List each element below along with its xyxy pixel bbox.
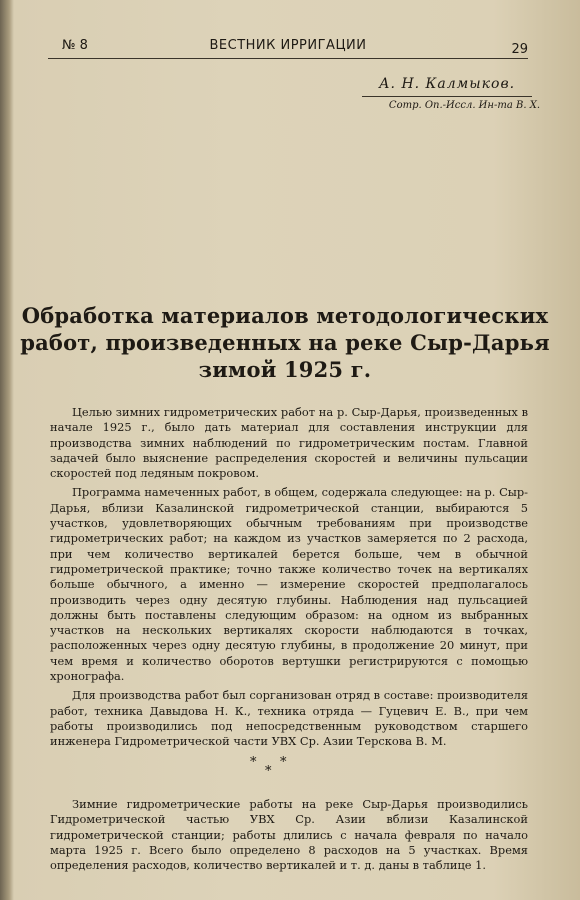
article-body-continued (50, 797, 528, 873)
page-binding-shadow (0, 0, 14, 900)
paragraph: Для производства работ был сорганизован отряд в составе: производителя работ, техника Давыдова Н. К., техника отряда — Гуцевич Е. В., при чем работы производились под непосредственным руководством старшего инженера Гидрометрической части УВХ Ср. Азии Терскова В. М. (50, 688, 528, 749)
author-name: А. Н. Калмыков. (362, 76, 532, 97)
article-title (20, 302, 550, 383)
article-body (50, 405, 528, 754)
title-line: зимой 1925 г. (198, 357, 372, 382)
paragraph: Целью зимних гидрометрических работ на р. Сыр-Дарья, произведенных в начале 1925 г., было дать материал для составления инструкции для производства зимних наблюдений по гидрометрическим постам. Главной задачей было выяснение распределения скоростей и величины пульсации скоростей под ледяным покровом. (50, 405, 528, 481)
separator-star: * (265, 764, 272, 779)
running-header (48, 36, 528, 59)
journal-title: ВЕСТНИК ИРРИГАЦИИ (209, 38, 367, 53)
paragraph: Программа намеченных работ, в общем, содержала следующее: на р. Сыр-Дарья, вблизи Казалинской гидрометрической станции, выбираются 5 участков, удовлетворяющих обычным требованиям при производстве гидрометрических работ; на каждом из участков замеряется по 2 расхода, при чем количество вертикалей берется больше, чем в обычной гидрометрической практике; точно также количество точек на вертикалях больше обычного, а именно — измерение скоростей предполагалось производить через одну десятую глубины. Наблюдения над пульсацией должны быть поставлены следующим образом: на одном из выбранных участков на нескольких вертикалях скорости наблюдаются в точках, расположенных через одну десятую глубины, в продолжение 20 минут, при чем время и количество оборотов вертушки регистрируются с помощью хронографа. (50, 485, 528, 684)
page-number: 29 (511, 42, 528, 57)
separator-star: * (250, 755, 257, 770)
separator-star: * (280, 755, 287, 770)
author-affiliation: Сотр. Оп.-Иссл. Ин-та В. Х. (388, 100, 540, 111)
title-line: работ, произведенных на реке Сыр-Дарья (20, 330, 550, 355)
section-separator (240, 755, 300, 781)
paragraph: Зимние гидрометрические работы на реке Сыр-Дарья производились Гидрометрической частью УВХ Ср. Азии вблизи Казалинской гидрометрической станции; работы длились с начала февраля по начало марта 1925 г. Всего было определено 8 расходов на 5 участках. Время определения расходов, количество вертикалей и т. д. даны в таблице 1. (50, 797, 528, 873)
title-line: Обработка материалов методологических (21, 303, 549, 328)
issue-number: № 8 (62, 38, 88, 53)
